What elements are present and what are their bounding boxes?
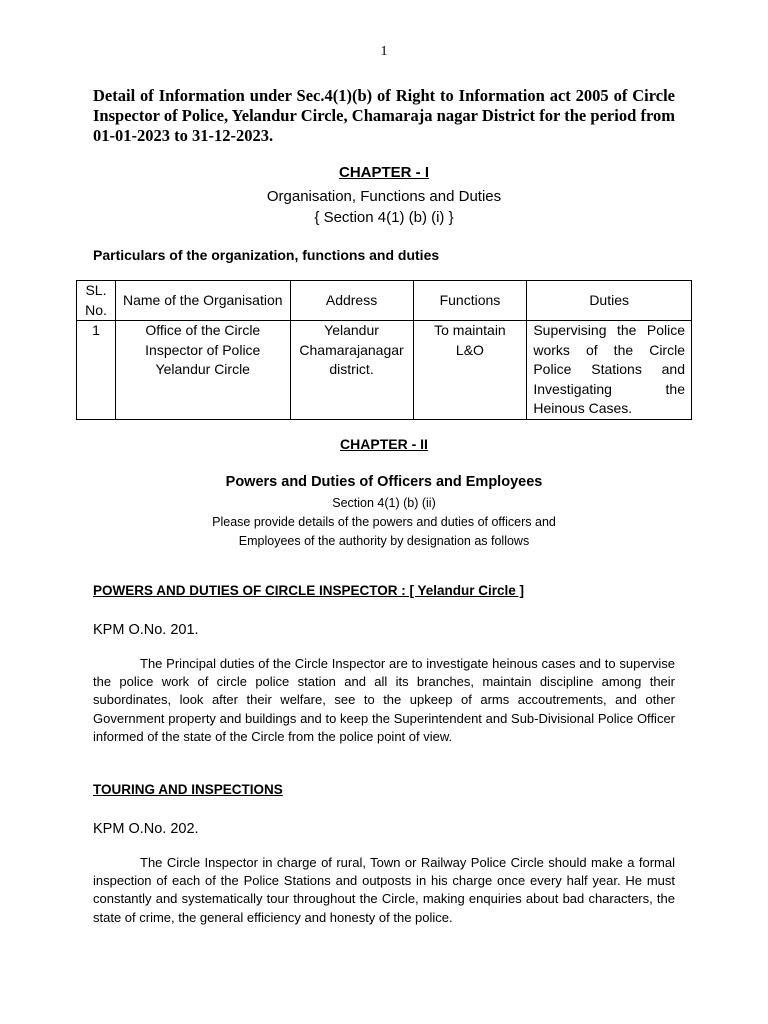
cell-address: Yelandur Chamarajanagar district.	[290, 321, 413, 420]
cell-functions: To maintain L&O	[413, 321, 527, 420]
organisation-table	[76, 280, 692, 420]
chapter-2-subtitle	[0, 494, 768, 551]
header-duties: Duties	[527, 281, 692, 321]
chapter-2-section: Section 4(1) (b) (ii)	[332, 496, 436, 510]
particulars-heading: Particulars of the organization, functions and duties	[93, 247, 440, 263]
cell-duties: Supervising the Police works of the Circle Police Stations and Investigating the Heinous Cases.	[527, 321, 692, 420]
table-row	[77, 321, 692, 420]
chapter-2-title: Powers and Duties of Officers and Employees	[225, 474, 543, 490]
kpm-202-label: KPM O.No. 202.	[93, 821, 199, 837]
page-number: 1	[380, 44, 388, 59]
kpm-201-paragraph: The Principal duties of the Circle Inspector are to investigate heinous cases and to supervise the police work of circle police station and all its branches, maintain discipline among their subordinates, look after their welfare, see to the upkeep of arms accoutrements, and other Government property and buildings and to keep the Superintendent and Sub-Divisional Police Officer informed of the state of the Circle from the police point of view.	[93, 656, 675, 744]
chapter-2-instruction-line1: Please provide details of the powers and duties of officers and	[212, 515, 556, 529]
touring-inspections-heading: TOURING AND INSPECTIONS	[93, 782, 283, 797]
document-title: Detail of Information under Sec.4(1)(b) of Right to Information act 2005 of Circle Inspector of Police, Yelandur Circle, Chamaraja nagar District for the period from 01-01-2023 to 31-12-2023.	[93, 86, 675, 145]
chapter-1-heading: CHAPTER - I	[339, 164, 429, 181]
kpm-201-label: KPM O.No. 201.	[93, 622, 199, 638]
cell-name: Office of the Circle Inspector of Police Yelandur Circle	[115, 321, 290, 420]
header-functions: Functions	[413, 281, 527, 321]
header-name: Name of the Organisation	[115, 281, 290, 321]
kpm-202-paragraph: The Circle Inspector in charge of rural, Town or Railway Police Circle should make a formal inspection of each of the Police Stations and outposts in his charge once every half year. He must constantly and systematically tour throughout the Circle, making enquiries about bad characters, the state of crime, the general efficiency and honesty of the police.	[93, 855, 675, 925]
chapter-2-heading: CHAPTER - II	[340, 436, 428, 452]
header-address: Address	[290, 281, 413, 321]
chapter-2-instruction-line2: Employees of the authority by designation as follows	[238, 534, 530, 548]
chapter-1-subtitle	[0, 186, 768, 228]
table-header-row	[77, 281, 692, 321]
chapter-1-subtitle-line2: { Section 4(1) (b) (i) }	[314, 209, 454, 226]
header-sl: SL. No.	[77, 281, 116, 321]
chapter-1-subtitle-line1: Organisation, Functions and Duties	[266, 188, 502, 205]
cell-sl: 1	[77, 321, 116, 420]
powers-duties-heading: POWERS AND DUTIES OF CIRCLE INSPECTOR : [ Yelandur Circle ]	[93, 583, 525, 598]
